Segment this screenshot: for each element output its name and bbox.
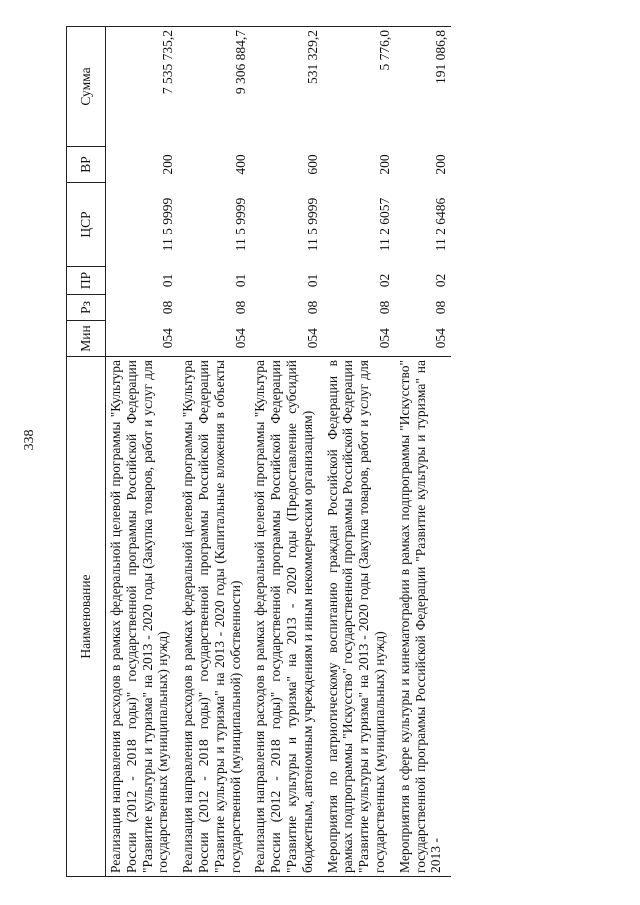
row-vr: 200 [376, 154, 392, 175]
row-pr: 01 [304, 273, 320, 288]
row-csr: 11 2 6486 [433, 197, 449, 252]
row-vr: 200 [160, 154, 176, 175]
row-sum: 531 329,2 [250, 27, 322, 147]
row-pr: 02 [433, 273, 449, 288]
row-rz: 08 [376, 300, 392, 315]
row-name: Реализация направления расходов в рамках федеральной целевой программы "Культура России (2012 - 2018 годы)" государственной программы Российской Федерации "Развитие культуры и туризма" на 2013 - 2020 годы (Капитальные вложения в объекты государственной (муниципальной) собственности) [178, 357, 250, 877]
header-rz: Рз [67, 295, 106, 321]
page-number: 338 [22, 429, 37, 451]
table-row [395, 27, 451, 877]
row-csr: 11 5 9999 [160, 197, 176, 252]
rotated-sheet [66, 27, 586, 877]
row-pr: 01 [160, 273, 176, 288]
header-sum: Сумма [67, 27, 106, 147]
row-vr: 400 [232, 154, 248, 175]
row-min: 054 [304, 328, 320, 349]
row-name: Реализация направления расходов в рамках федеральной целевой программы "Культура России (2012 - 2018 годы)" государственной программы Российской Федерации "Развитие культуры и туризма" на 2013 - 2020 годы (Предоставление субсидий бюджетным, автономным учреждениям и иным некоммерческим организациям) [250, 357, 322, 877]
row-rz: 08 [304, 300, 320, 315]
header-vr: ВР [67, 147, 106, 183]
table-row [323, 27, 395, 877]
row-csr: 11 2 6057 [376, 197, 392, 252]
table-row [250, 27, 322, 877]
row-min: 054 [160, 328, 176, 349]
row-rz: 08 [232, 300, 248, 315]
row-name: Реализация направления расходов в рамках федеральной целевой программы "Культура России (2012 - 2018 годы)" государственной программы Российской Федерации "Развитие культуры и туризма" на 2013 - 2020 годы (Закупка товаров, работ и услуг для государственных (муниципальных) нужд) [106, 357, 179, 877]
row-vr: 200 [433, 154, 449, 175]
row-pr: 02 [376, 273, 392, 288]
row-name: Мероприятия по патриотическому воспитанию граждан Российской Федерации в рамках подпрограммы "Искусство" государственной программы Российской Федерации "Развитие культуры и туризма" на 2013 - 2020 годы (Закупка товаров, работ и услуг для государственных (муниципальных) нужд) [323, 357, 395, 877]
row-sum: 191 086,8 [395, 27, 451, 147]
row-sum: 5 776,0 [323, 27, 395, 147]
row-sum: 7 535 735,2 [106, 27, 179, 147]
header-min: Мин [67, 321, 106, 357]
row-sum: 9 306 884,7 [178, 27, 250, 147]
header-pr: ПР [67, 267, 106, 295]
row-pr: 01 [232, 273, 248, 288]
row-rz: 08 [160, 300, 176, 315]
row-csr: 11 5 9999 [232, 197, 248, 252]
row-vr: 600 [304, 154, 320, 175]
row-csr: 11 5 9999 [304, 197, 320, 252]
header-csr: ЦСР [67, 183, 106, 267]
row-rz: 08 [433, 300, 449, 315]
row-min: 054 [376, 328, 392, 349]
budget-table [66, 26, 451, 877]
row-min: 054 [433, 328, 449, 349]
table-header [67, 27, 106, 877]
header-name: Наименование [67, 357, 106, 877]
row-min: 054 [232, 328, 248, 349]
table-row [106, 27, 179, 877]
table-row [178, 27, 250, 877]
row-name: Мероприятия в сфере культуры и кинематографии в рамках подпрограммы "Искусство" государственной программы Российской Федерации "Развитие культуры и туризма" на 2013 - [395, 357, 451, 877]
